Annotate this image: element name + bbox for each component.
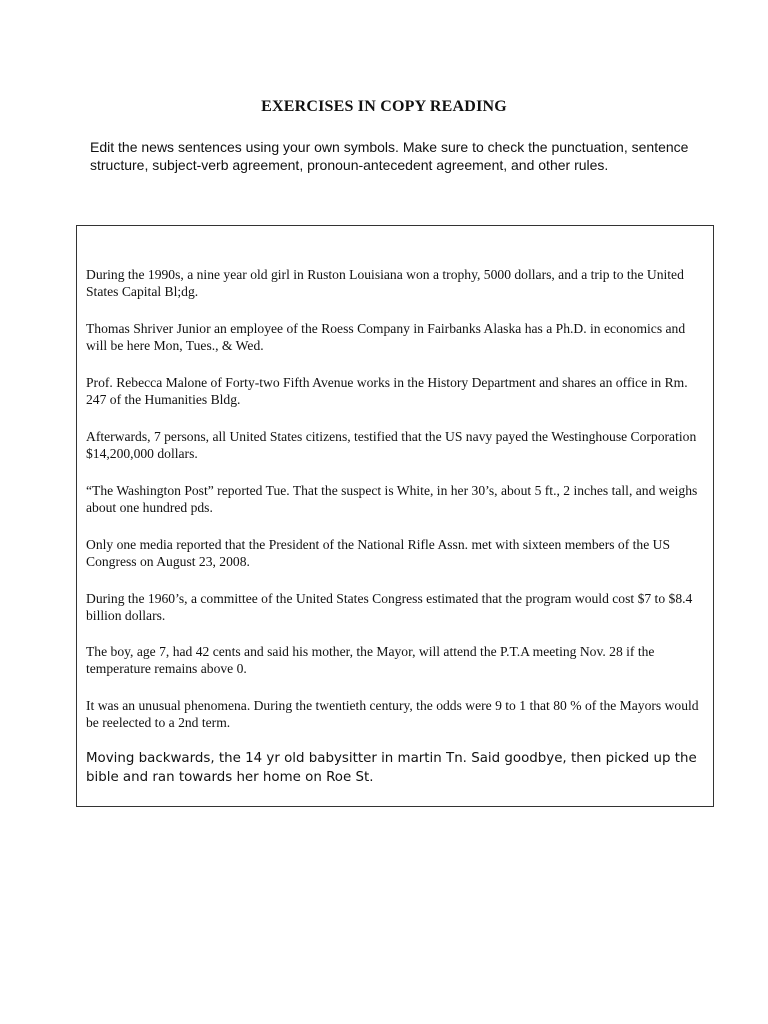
exercise-sentence-1: During the 1990s, a nine year old girl in Ruston Louisiana won a trophy, 5000 dollars, and a trip to the United States Capital Bl;dg. xyxy=(86,267,684,299)
instructions-paragraph: Edit the news sentences using your own symbols. Make sure to check the punctuation, sentence structure, subject-verb agreement, pronoun-antecedent agreement, and other rules. xyxy=(90,139,689,173)
exercise-sentence-4: Afterwards, 7 persons, all United States citizens, testified that the US navy payed the Westinghouse Corporation $14,200,000 dollars. xyxy=(86,429,697,461)
exercise-sentence-7: During the 1960’s, a committee of the United States Congress estimated that the program would cost $7 to $8.4 billion dollars. xyxy=(86,591,693,623)
exercise-sentence-2: Thomas Shriver Junior an employee of the Roess Company in Fairbanks Alaska has a Ph.D. in economics and will be here Mon, Tues., & Wed. xyxy=(86,321,686,353)
exercise-sentence-8: The boy, age 7, had 42 cents and said his mother, the Mayor, will attend the P.T.A meeting Nov. 28 if the temperature remains above 0. xyxy=(86,644,655,676)
exercise-sentence-5: “The Washington Post” reported Tue. That the suspect is White, in her 30’s, about 5 ft., 2 inches tall, and weighs about one hundred pds. xyxy=(86,483,698,515)
exercise-sentence-10: Moving backwards, the 14 yr old babysitter in martin Tn. Said goodbye, then picked up the bible and ran towards her home on Roe St. xyxy=(86,751,697,785)
exercise-sentence-6: Only one media reported that the President of the National Rifle Assn. met with sixteen members of the US Congress on August 23, 2008. xyxy=(86,537,671,569)
exercise-sentence-9: It was an unusual phenomena. During the twentieth century, the odds were 9 to 1 that 80 % of the Mayors would be reelected to a 2nd term. xyxy=(86,698,699,730)
document-title: EXERCISES IN COPY READING xyxy=(261,98,507,115)
exercise-sentence-3: Prof. Rebecca Malone of Forty-two Fifth Avenue works in the History Department and shares an office in Rm. 247 of the Humanities Bldg. xyxy=(86,375,688,407)
